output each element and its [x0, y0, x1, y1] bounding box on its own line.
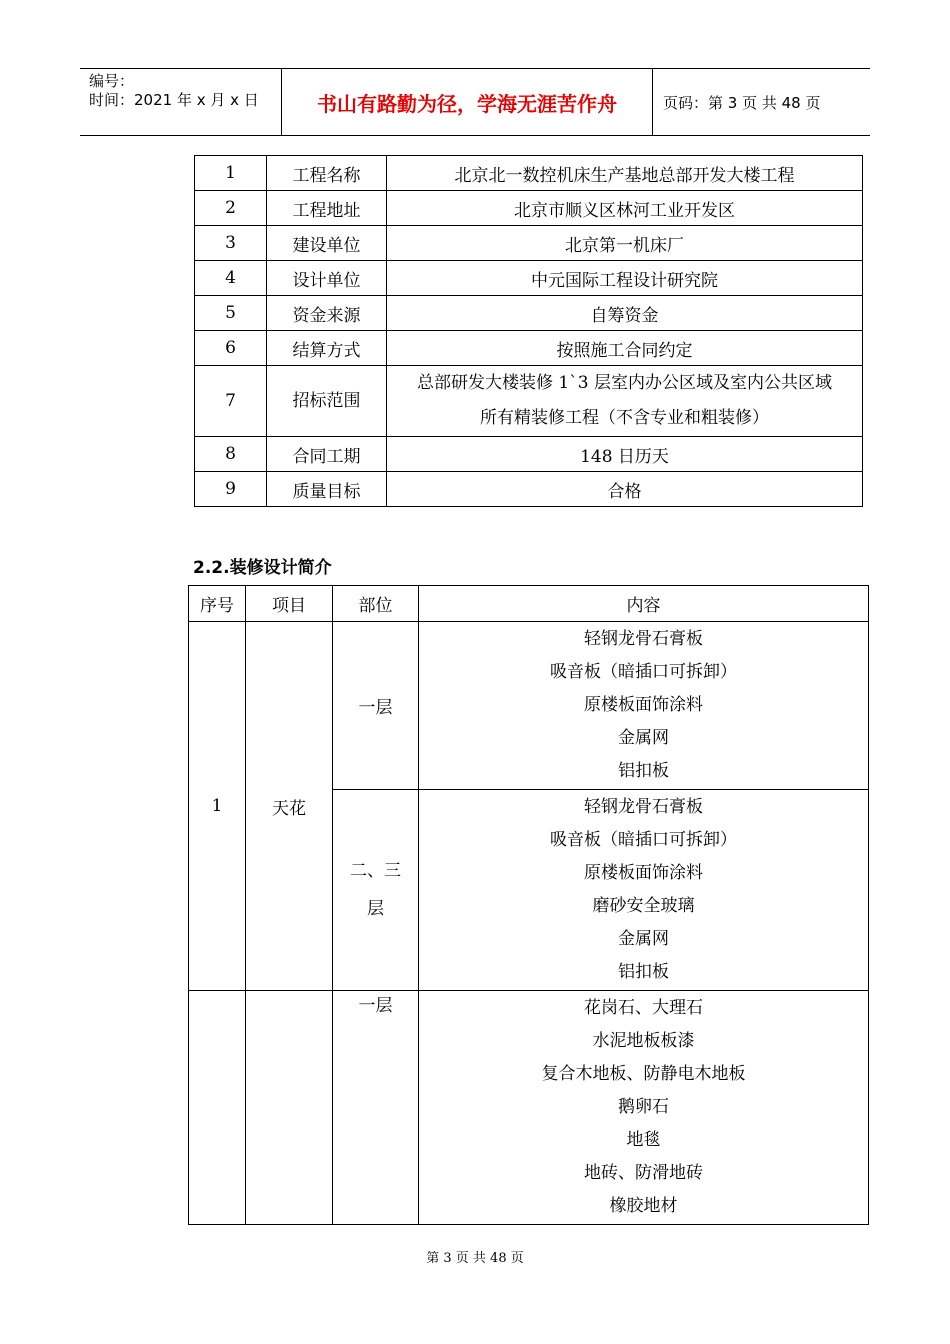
row-item: 质量目标 — [267, 472, 387, 507]
content-line: 原楼板面饰涂料 — [584, 695, 703, 715]
group-item — [246, 991, 333, 1225]
row-item: 工程地址 — [267, 191, 387, 226]
header-cell-item: 项目 — [246, 586, 333, 622]
project-info-table — [194, 155, 863, 507]
table-row — [189, 622, 869, 790]
row-item: 设计单位 — [267, 261, 387, 296]
table-row — [195, 366, 863, 437]
content-line: 金属网 — [618, 728, 669, 748]
content-line: 鹅卵石 — [618, 1097, 669, 1117]
content-cell — [419, 790, 869, 991]
content-line: 地砖、防滑地砖 — [584, 1163, 703, 1183]
table-row — [195, 156, 863, 191]
row-value — [387, 366, 863, 437]
header-meta — [80, 69, 282, 135]
header-cell-content: 内容 — [419, 586, 869, 622]
content-line: 原楼板面饰涂料 — [584, 863, 703, 883]
row-value-line: 总部研发大楼装修 1`3 层室内办公区域及室内公共区域 — [417, 373, 832, 393]
row-value: 自筹资金 — [387, 296, 863, 331]
content-line: 吸音板（暗插口可拆卸） — [550, 662, 737, 682]
table-row — [195, 472, 863, 507]
content-line: 铝扣板 — [618, 761, 669, 781]
header-number-label: 编号： — [89, 72, 135, 90]
group-no — [189, 991, 246, 1225]
content-line: 铝扣板 — [618, 962, 669, 982]
row-no: 8 — [195, 437, 267, 472]
design-summary-table — [188, 585, 869, 1225]
part-cell: 一层 — [333, 991, 419, 1225]
part-cell: 一层 — [333, 622, 419, 790]
row-value-line: 所有精装修工程（不含专业和粗装修） — [480, 408, 769, 428]
row-no: 9 — [195, 472, 267, 507]
row-value: 148 日历天 — [387, 437, 863, 472]
row-no: 3 — [195, 226, 267, 261]
row-value: 北京第一机床厂 — [387, 226, 863, 261]
row-item: 合同工期 — [267, 437, 387, 472]
content-line: 吸音板（暗插口可拆卸） — [550, 830, 737, 850]
part-cell — [333, 790, 419, 991]
page-header — [80, 68, 870, 136]
row-value: 北京市顺义区林河工业开发区 — [387, 191, 863, 226]
content-line: 复合木地板、防静电木地板 — [541, 1064, 746, 1084]
row-no: 4 — [195, 261, 267, 296]
header-page-label: 页码：第 3 页 共 48 页 — [663, 93, 821, 112]
content-line: 花岗石、大理石 — [584, 998, 703, 1018]
row-item: 建设单位 — [267, 226, 387, 261]
header-motto: 书山有路勤为径，学海无涯苦作舟 — [282, 69, 653, 135]
table-row — [195, 191, 863, 226]
table-row — [195, 437, 863, 472]
table-row — [195, 331, 863, 366]
row-value: 北京北一数控机床生产基地总部开发大楼工程 — [387, 156, 863, 191]
content-line: 橡胶地材 — [609, 1196, 678, 1216]
header-cell-part: 部位 — [333, 586, 419, 622]
content-cell — [419, 991, 869, 1225]
table-row — [195, 261, 863, 296]
table-row — [189, 991, 869, 1225]
row-value: 合格 — [387, 472, 863, 507]
page-footer: 第 3 页 共 48 页 — [426, 1251, 524, 1266]
row-no: 5 — [195, 296, 267, 331]
table-row — [195, 296, 863, 331]
content-line: 轻钢龙骨石膏板 — [584, 797, 703, 817]
content-line: 磨砂安全玻璃 — [592, 896, 695, 916]
part-line: 层 — [367, 899, 384, 919]
row-no: 7 — [195, 366, 267, 437]
header-cell-no: 序号 — [189, 586, 246, 622]
group-no: 1 — [189, 622, 246, 991]
content-line: 金属网 — [618, 929, 669, 949]
row-item: 资金来源 — [267, 296, 387, 331]
row-no: 1 — [195, 156, 267, 191]
group-item: 天花 — [246, 622, 333, 991]
section-title: 2.2.装修设计简介 — [193, 558, 332, 578]
content-line: 轻钢龙骨石膏板 — [584, 629, 703, 649]
row-no: 6 — [195, 331, 267, 366]
content-cell — [419, 622, 869, 790]
row-no: 2 — [195, 191, 267, 226]
row-item: 工程名称 — [267, 156, 387, 191]
row-value: 按照施工合同约定 — [387, 331, 863, 366]
row-item: 结算方式 — [267, 331, 387, 366]
content-line: 地毯 — [626, 1130, 661, 1150]
part-line: 二、三 — [350, 861, 401, 881]
row-value: 中元国际工程设计研究院 — [387, 261, 863, 296]
row-item: 招标范围 — [267, 366, 387, 437]
table-header-row — [189, 586, 869, 622]
content-line: 水泥地板板漆 — [592, 1031, 695, 1051]
table-row — [195, 226, 863, 261]
header-time-label: 时间：2021 年 x 月 x 日 — [89, 91, 259, 109]
